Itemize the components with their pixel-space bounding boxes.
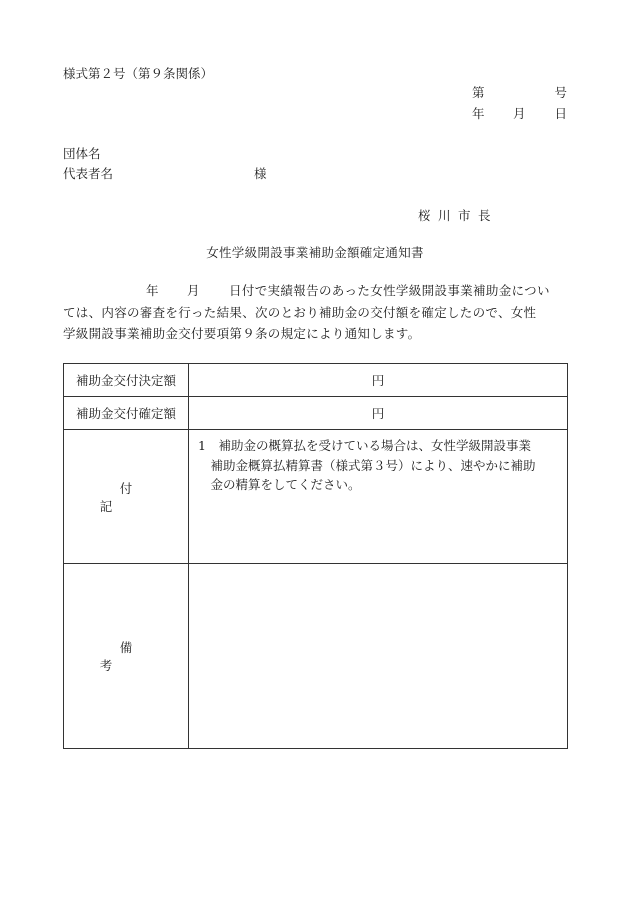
table-row bbox=[64, 564, 568, 749]
note-line-1: 1 補助金の概算払を受けている場合は、女性学級開設事業 bbox=[198, 438, 531, 453]
representative-label: 代表者名 bbox=[63, 166, 114, 181]
body-line-3: 学級開設事業補助金交付要項第９条の規定により通知します。 bbox=[63, 326, 421, 341]
decided-amount-value: 円 bbox=[189, 364, 568, 397]
body-date-year: 年 bbox=[146, 283, 159, 298]
body-line-1-text: 日付で実績報告のあった女性学級開設事業補助金につい bbox=[229, 283, 550, 298]
remarks-value bbox=[189, 564, 568, 749]
body-date-month: 月 bbox=[187, 283, 200, 298]
table-row bbox=[64, 364, 568, 397]
form-number: 様式第２号（第９条関係） bbox=[63, 66, 214, 81]
remarks-label: 備考 bbox=[64, 564, 189, 749]
doc-no-prefix: 第 bbox=[472, 85, 485, 100]
doc-no-suffix: 号 bbox=[554, 85, 567, 100]
date-month-label: 月 bbox=[513, 106, 526, 121]
date-year-label: 年 bbox=[472, 106, 485, 121]
notes-label: 付記 bbox=[64, 430, 189, 564]
confirmed-amount-label: 補助金交付確定額 bbox=[64, 397, 189, 430]
decided-amount-label: 補助金交付決定額 bbox=[64, 364, 189, 397]
sender: 桜川市長 bbox=[418, 208, 499, 223]
document-title: 女性学級開設事業補助金額確定通知書 bbox=[206, 245, 424, 260]
amount-table bbox=[63, 363, 568, 749]
note-line-2: 補助金概算払精算書（様式第３号）により、速やかに補助 bbox=[198, 457, 536, 473]
document-number bbox=[472, 87, 567, 101]
body-line-1 bbox=[63, 285, 567, 299]
confirmed-amount-value: 円 bbox=[189, 397, 568, 430]
issue-date bbox=[472, 108, 567, 122]
honorific: 様 bbox=[254, 166, 267, 181]
date-day-label: 日 bbox=[554, 106, 567, 121]
organization-label: 団体名 bbox=[63, 146, 101, 161]
note-line-3: 金の精算をしてください。 bbox=[198, 477, 361, 492]
table-row bbox=[64, 397, 568, 430]
table-row bbox=[64, 430, 568, 564]
body-line-2: ては、内容の審査を行った結果、次のとおり補助金の交付額を確定したので、女性 bbox=[63, 305, 537, 320]
notes-content bbox=[189, 430, 568, 564]
